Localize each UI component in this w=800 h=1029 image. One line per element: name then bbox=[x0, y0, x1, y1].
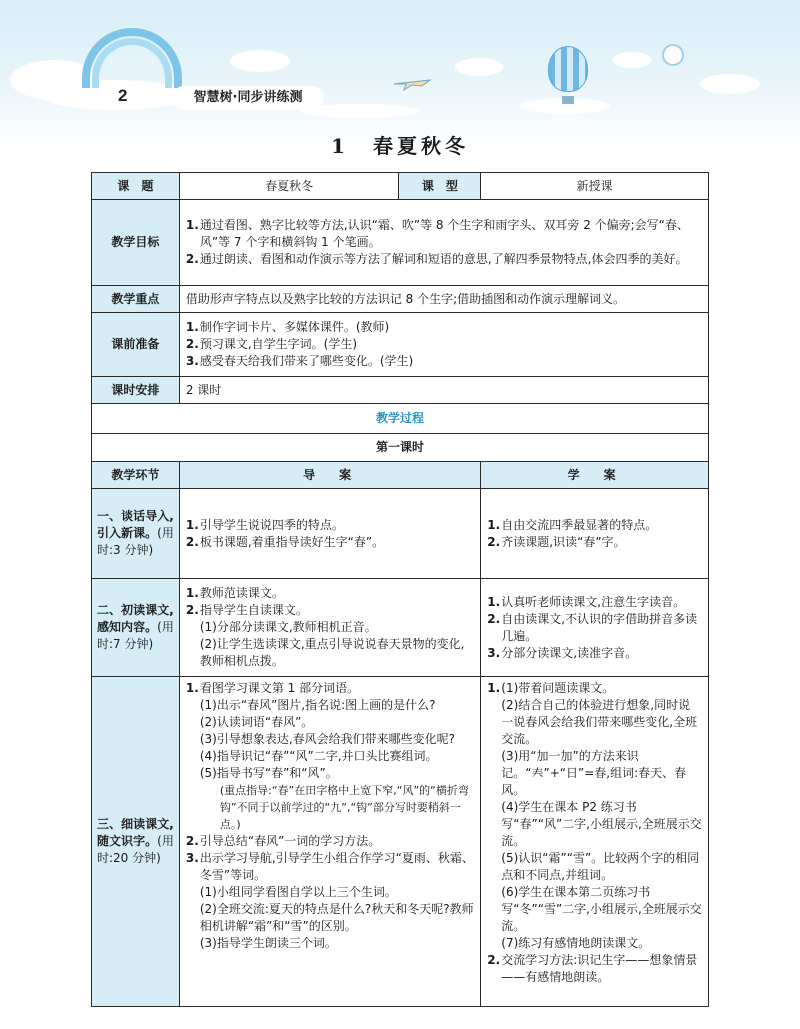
cloud-decoration bbox=[700, 74, 760, 94]
list-subitem: (5)指导书写“春”和“风”。 bbox=[199, 766, 338, 780]
list-subitem: (2)让学生选读课文,重点引导说说春天景物的变化,教师相机点拨。 bbox=[199, 637, 465, 668]
list-subitem: (3)指导学生朗读三个词。 bbox=[199, 936, 337, 950]
list-item: 3. 出示学习导航,引导学生小组合作学习“夏雨、秋霜、冬雪”等词。 bbox=[185, 851, 474, 882]
list-subitem: (1)分部分读课文,教师相机正音。 bbox=[199, 620, 377, 634]
topic-row bbox=[92, 173, 709, 200]
list-subitem: (2)全班交流:夏天的特点是什么?秋天和冬天呢?教师相机讲解“霜”和“雪”的区别。 bbox=[199, 902, 474, 933]
prep-list bbox=[179, 313, 708, 377]
list-subitem: (1)出示“春风”图片,指名说:图上画的是什么? bbox=[199, 698, 436, 712]
teaching-note: (重点指导:“春”在田字格中上宽下窄,“风”的“横折弯钩”不同于以前学过的“九”,“钩”部分写时要稍斜一点。) bbox=[219, 784, 469, 831]
list-subitem: (6)学生在课本第二页练习书写“冬”“雪”二字,小组展示,全班展示交流。 bbox=[501, 885, 702, 933]
teacher-plan bbox=[179, 489, 480, 579]
student-plan bbox=[481, 489, 709, 579]
focus-row bbox=[92, 286, 709, 313]
goal-item: 2. 通过朗读、看图和动作演示等方法了解词和短语的意思,了解四季景物特点,体会四季的美好。 bbox=[185, 252, 688, 266]
sun-icon bbox=[662, 44, 684, 66]
teacher-plan bbox=[179, 677, 480, 1007]
list-item: 1. (1)带着问题读课文。 bbox=[487, 681, 615, 695]
stage-row bbox=[92, 677, 709, 1007]
student-plan bbox=[481, 677, 709, 1007]
list-item: 1. 引导学生说说四季的特点。 bbox=[185, 517, 344, 532]
cloud-decoration bbox=[455, 58, 503, 76]
teacher-plan bbox=[179, 579, 480, 677]
list-subitem: (7)练习有感情地朗读课文。 bbox=[501, 936, 651, 950]
schedule-value: 2 课时 bbox=[179, 377, 708, 404]
process-title-row bbox=[92, 404, 709, 434]
lesson-title: 1 春夏秋冬 bbox=[331, 134, 469, 158]
column-student: 学 案 bbox=[481, 462, 709, 489]
prep-item: 3. 感受春天给我们带来了哪些变化。(学生) bbox=[185, 354, 414, 368]
list-subitem: (3)引导想象表达,春风会给我们带来哪些变化呢? bbox=[199, 732, 456, 746]
list-item: 1. 看图学习课文第 1 部分词语。 bbox=[185, 681, 360, 695]
list-subitem: (5)认识“霜”“雪”。比较两个字的相同点和不同点,并组词。 bbox=[501, 851, 700, 882]
list-subitem: (2)认读词语“春风”。 bbox=[199, 715, 314, 729]
focus-label: 教学重点 bbox=[92, 286, 180, 313]
topic-value: 春夏秋冬 bbox=[179, 173, 399, 200]
header-banner bbox=[0, 0, 800, 150]
list-subitem: (3)用“加一加”的方法来识记。“𡗗”+“日”=春,组词:春天、春风。 bbox=[501, 749, 687, 797]
student-plan bbox=[481, 579, 709, 677]
period-title: 第一课时 bbox=[92, 434, 709, 462]
prep-row bbox=[92, 313, 709, 377]
series-name: 智慧树·同步讲练测 bbox=[172, 86, 324, 110]
list-item: 2. 板书课题,着重指导读好生字“春”。 bbox=[185, 534, 385, 549]
prep-label: 课前准备 bbox=[92, 313, 180, 377]
list-item: 3. 分部分读课文,读准字音。 bbox=[487, 645, 638, 660]
stage-row bbox=[92, 579, 709, 677]
column-teacher: 导 案 bbox=[179, 462, 480, 489]
process-title: 教学过程 bbox=[92, 404, 709, 434]
lesson-plan-table bbox=[91, 172, 709, 1007]
list-item: 2. 自由读课文,不认识的字借助拼音多读几遍。 bbox=[487, 611, 698, 643]
goals-row bbox=[92, 200, 709, 286]
hot-air-balloon-icon bbox=[548, 46, 588, 92]
balloon-basket-icon bbox=[562, 96, 574, 104]
stage-label: 一、谈话导入,引入新课。(用时:3 分钟) bbox=[92, 489, 180, 579]
period-title-row bbox=[92, 434, 709, 462]
list-subitem: (1)小组同学看图自学以上三个生词。 bbox=[199, 885, 397, 899]
focus-text: 借助形声字特点以及熟字比较的方法识记 8 个生字;借助插图和动作演示理解词义。 bbox=[179, 286, 708, 313]
list-item: 2. 指导学生自读课文。 bbox=[185, 603, 308, 617]
list-item: 2. 齐读课题,识读“春”字。 bbox=[487, 534, 626, 549]
page-number: 2 bbox=[118, 86, 128, 105]
list-subitem: (4)指导识记“春”“风”二字,并口头比赛组词。 bbox=[199, 749, 438, 763]
list-item: 1. 教师范读课文。 bbox=[185, 586, 284, 600]
glider-icon bbox=[392, 74, 432, 92]
goals-list bbox=[179, 200, 708, 286]
type-label: 课 型 bbox=[399, 173, 481, 200]
list-item: 2. 交流学习方法:识记生字——想象情景——有感情地朗读。 bbox=[487, 953, 698, 984]
stage-label: 三、细读课文,随文识字。(用时:20 分钟) bbox=[92, 677, 180, 1007]
prep-item: 1. 制作字词卡片、多媒体课件。(教师) bbox=[185, 320, 390, 334]
column-header-row bbox=[92, 462, 709, 489]
topic-label: 课 题 bbox=[92, 173, 180, 200]
schedule-row bbox=[92, 377, 709, 404]
list-item: 2. 引导总结“春风”一词的学习方法。 bbox=[185, 834, 381, 848]
column-stage: 教学环节 bbox=[92, 462, 180, 489]
stage-label: 二、初读课文,感知内容。(用时:7 分钟) bbox=[92, 579, 180, 677]
schedule-label: 课时安排 bbox=[92, 377, 180, 404]
list-item: 1. 认真听老师读课文,注意生字读音。 bbox=[487, 594, 686, 609]
prep-item: 2. 预习课文,自学生字词。(学生) bbox=[185, 337, 358, 351]
list-subitem: (2)结合自己的体验进行想象,同时说一说春风会给我们带来哪些变化,全班交流。 bbox=[501, 698, 698, 746]
list-subitem: (4)学生在课本 P2 练习书写“春”“风”二字,小组展示,全班展示交流。 bbox=[501, 800, 702, 848]
cloud-decoration bbox=[230, 50, 290, 72]
stage-row bbox=[92, 489, 709, 579]
type-value: 新授课 bbox=[481, 173, 709, 200]
goal-item: 1. 通过看图、熟字比较等方法,认识“霜、吹”等 8 个生字和雨字头、双耳旁 2 个偏旁;会写“春、风”等 7 个字和横斜钩 1 个笔画。 bbox=[185, 218, 689, 249]
goals-label: 教学目标 bbox=[92, 200, 180, 286]
list-item: 1. 自由交流四季最显著的特点。 bbox=[487, 517, 658, 532]
cloud-decoration bbox=[612, 52, 652, 68]
